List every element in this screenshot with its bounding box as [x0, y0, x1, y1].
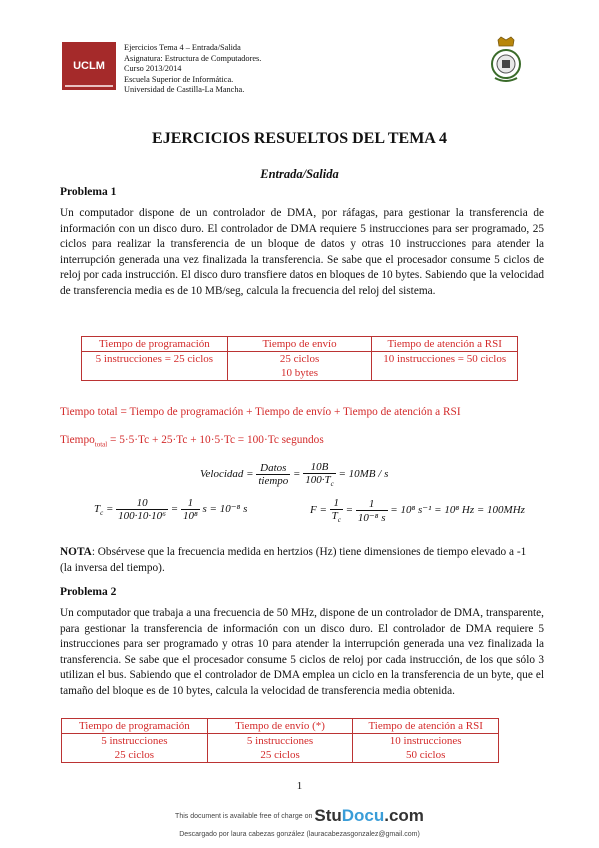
header-line: Ejercicios Tema 4 – Entrada/Salida — [124, 43, 241, 52]
problem1-table — [81, 336, 518, 381]
studocu-link[interactable]: StuDocu.com — [314, 806, 424, 825]
header-line: Escuela Superior de Informática. — [124, 74, 234, 84]
page-title: EJERCICIOS RESUELTOS DEL TEMA 4 — [152, 130, 447, 147]
table-header: Tiempo de envío — [227, 337, 372, 352]
uclm-logo-text: UCLM — [73, 60, 105, 72]
download-credit: Descargado por laura cabezas gonzález (lauracabezasgonzalez@gmail.com) — [179, 831, 420, 838]
table-header: Tiempo de envío (*) — [207, 719, 353, 734]
problem2-table — [61, 718, 499, 763]
header-line: Universidad de Castilla-La Mancha. — [124, 85, 245, 94]
page-number: 1 — [296, 780, 303, 792]
header-line: Curso 2013/2014 — [124, 64, 182, 73]
table-row — [62, 719, 499, 734]
page-subtitle: Entrada/Salida — [260, 167, 339, 181]
table-header: Tiempo de atención a RSI — [372, 337, 518, 352]
problem2-heading: Problema 2 — [60, 586, 117, 598]
header-info — [124, 43, 261, 96]
header-line: Asignatura: Estructura de Computadores. — [124, 53, 262, 63]
table-header: Tiempo de programación — [62, 719, 208, 734]
table-cell: 25 ciclos 10 bytes — [227, 352, 372, 381]
studocu-banner — [0, 806, 599, 826]
uclm-logo — [62, 42, 116, 90]
table-cell: 5 instrucciones 25 ciclos — [62, 734, 208, 763]
availability-text: This document is available free of charge on — [175, 812, 313, 820]
table-header: Tiempo de atención a RSI — [353, 719, 499, 734]
formula-frequency: F = $\frac{1}{T_c}$ = $\frac{1}{\text{10⁻⁸ s}}$ = 10⁸ s⁻¹ = 10⁸ Hz = 100MHz — [310, 497, 525, 525]
problem1-heading: Problema 1 — [60, 186, 117, 198]
school-crest-icon — [489, 36, 523, 86]
table-cell: 5 instrucciones = 25 ciclos — [82, 352, 228, 381]
formula-velocity: Velocidad = $\frac{\text{Datos}}{\text{tiempo}}$ = $\frac{10B}{100\cdot T_c}$ = 10MB / s — [200, 461, 389, 489]
table-cell: 10 instrucciones 50 ciclos — [353, 734, 499, 763]
time-calc-line: Tiempo$_{total}$ = 5·5·Tc + 25·Tc + 10·5·Tc = 100·Tc segundos — [60, 434, 324, 449]
table-cell: 10 instrucciones = 50 ciclos — [372, 352, 518, 381]
total-time-line: Tiempo total = Tiempo de programación + Tiempo de envío + Tiempo de atención a RSI — [60, 406, 461, 418]
table-row — [62, 734, 499, 763]
table-row — [82, 352, 518, 381]
table-cell: 5 instrucciones 25 ciclos — [207, 734, 353, 763]
problem2-text: Un computador que trabaja a una frecuencia de 50 MHz, dispone de un controlador de DMA, transparente, para gestionar la transferencia de información con un disco duro. El controlador de DMA requiere 5 instrucciones para ser programado y otras 10 para atender la interrupción generada una vez finalizada la transferencia. Se sabe que el procesador consume 5 ciclos de reloj por cada instrucción, de los que sólo 3 utilizan el bus. Sabiendo que el controlador de DMA emplea un ciclo en la transferencia de un byte, que el tamaño del bloque es de 10 bytes, calcula la velocidad de transferencia media obtenida. — [60, 607, 544, 697]
formula-period: $T_c$ = $\frac{10}{\text{100·10·10⁶}}$ = $\frac{1}{\text{10⁸}}$ s = 10⁻⁸ s — [94, 497, 248, 522]
problem1-text: Un computador dispone de un controlador de DMA, por ráfagas, para gestionar la transferencia de información con un disco duro. El controlador de DMA requiere 5 instrucciones para ser programado, 25 ciclos para realizar la transferencia de un bloque de datos y otras 10 instrucciones para atender la interrupción generada una vez finalizada la transferencia. Se sabe que el procesador consume 5 ciclos de reloj por cada instrucción. El disco duro transfiere datos en bloques de 10 bytes. Sabiendo que la velocidad de transferencia media es de 10 MB/seg, calcula la frecuencia del reloj del sistema. — [60, 207, 544, 297]
table-row — [82, 337, 518, 352]
note-paragraph: NOTA: Obsérvese que la frecuencia medida en hertzios (Hz) tiene dimensiones de tiempo elevado a -1 (la inversa del tiempo). — [60, 546, 527, 574]
table-header: Tiempo de programación — [82, 337, 228, 352]
